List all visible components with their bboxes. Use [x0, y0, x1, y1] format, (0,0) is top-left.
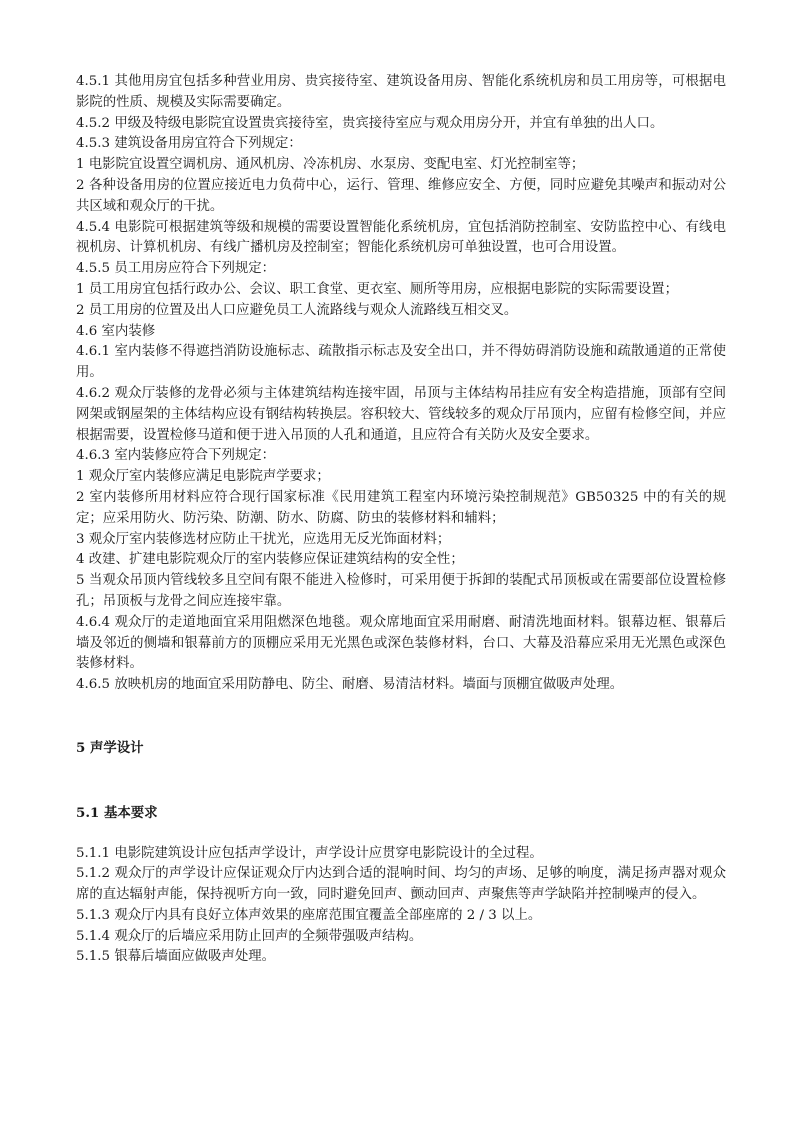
paragraph: 4.6.3 室内装修应符合下列规定： [76, 448, 276, 464]
section-5-1-body [76, 844, 726, 969]
paragraph: 4.5.4 电影院可根据建筑等级和规模的需要设置智能化系统机房，宜包括消防控制室、安防监控中心、有线电视机房、计算机机房、有线广播机房及控制室；智能化系统机房可单独设置，也可合用设置。 [76, 219, 726, 256]
paragraph: 4 改建、扩建电影院观众厅的室内装修应保证建筑结构的安全性； [76, 552, 464, 568]
section-4-5-4-6 [76, 72, 726, 696]
paragraph: 1 观众厅室内装修应满足电影院声学要求； [76, 469, 330, 485]
paragraph: 5 当观众吊顶内管线较多且空间有限不能进入检修时，可采用便于拆卸的装配式吊顶板或在需要部位设置检修孔；吊顶板与龙骨之间应连接牢靠。 [76, 573, 726, 609]
paragraph: 2 各种设备用房的位置应接近电力负荷中心，运行、管理、维修应安全、方便，同时应避免其噪声和振动对公共区域和观众厅的干扰。 [76, 177, 726, 214]
paragraph: 4.5.3 建筑设备用房宜符合下列规定： [76, 136, 302, 152]
chapter-5-heading: 5 声学设计 [76, 739, 144, 756]
paragraph: 5.1.4 观众厅的后墙应采用防止回声的全频带强吸声结构。 [76, 928, 423, 944]
paragraph: 5.1.3 观众厅内具有良好立体声效果的座席范围宜覆盖全部座席的 2 / 3 以上。 [76, 907, 542, 923]
paragraph: 1 员工用房宜包括行政办公、会议、职工食堂、更衣室、厕所等用房，应根据电影院的实际需要设置； [76, 281, 678, 297]
paragraph: 5.1.2 观众厅的声学设计应保证观众厅内达到合适的混响时间、均匀的声场、足够的响度，满足扬声器对观众席的直达辐射声能，保持视听方向一致，同时避免回声、颤动回声、声聚焦等声学缺陷并控制噪声的侵入。 [76, 866, 726, 903]
paragraph: 5.1.5 银幕后墙面应做吸声处理。 [76, 949, 276, 965]
paragraph: 2 室内装修所用材料应符合现行国家标准《民用建筑工程室内环境污染控制规范》GB50325 中的有关的规定；应采用防火、防污染、防潮、防水、防腐、防虫的装修材料和辅料； [76, 489, 726, 526]
paragraph: 3 观众厅室内装修选材应防止干扰光，应选用无反光饰面材料； [76, 531, 451, 547]
paragraph: 4.6 室内装修 [76, 323, 156, 339]
paragraph: 2 员工用房的位置及出人口应避免员工人流路线与观众人流路线互相交叉。 [76, 302, 518, 318]
paragraph: 4.6.4 观众厅的走道地面宜采用阻燃深色地毯。观众席地面宜采用耐磨、耐清洗地面材料。银幕边框、银幕后墙及邻近的侧墙和银幕前方的顶棚应采用无光黑色或深色装修材料，台口、大幕及沿幕应采用无光黑色或深色装修材料。 [76, 614, 726, 672]
paragraph: 4.6.1 室内装修不得遮挡消防设施标志、疏散指示标志及安全出口，并不得妨碍消防设施和疏散通道的正常使用。 [76, 344, 726, 381]
paragraph: 4.5.5 员工用房应符合下列规定： [76, 261, 276, 277]
paragraph: 5.1.1 电影院建筑设计应包括声学设计，声学设计应贯穿电影院设计的全过程。 [76, 845, 543, 861]
paragraph: 1 电影院宜设置空调机房、通风机房、冷冻机房、水泵房、变配电室、灯光控制室等； [76, 157, 585, 173]
paragraph: 4.6.5 放映机房的地面宜采用防静电、防尘、耐磨、易清洁材料。墙面与顶棚宜做吸声处理。 [76, 677, 624, 693]
paragraph: 4.5.2 甲级及特级电影院宜设置贵宾接待室，贵宾接待室应与观众用房分开，并宜有单独的出人口。 [76, 115, 664, 131]
paragraph: 4.6.2 观众厅装修的龙骨必须与主体建筑结构连接牢固，吊顶与主体结构吊挂应有安全构造措施，顶部有空间网架或钢屋架的主体结构应设有钢结构转换层。容积较大、管线较多的观众厅吊顶内，应留有检修空间，并应根据需要，设置检修马道和便于进入吊顶的人孔和通道，且应符合有关防火及安全要求。 [76, 385, 726, 443]
paragraph: 4.5.1 其他用房宜包括多种营业用房、贵宾接待室、建筑设备用房、智能化系统机房和员工用房等，可根据电影院的性质、规模及实际需要确定。 [76, 74, 726, 110]
document-page [76, 72, 726, 968]
section-5-1-heading: 5.1 基本要求 [76, 804, 158, 821]
